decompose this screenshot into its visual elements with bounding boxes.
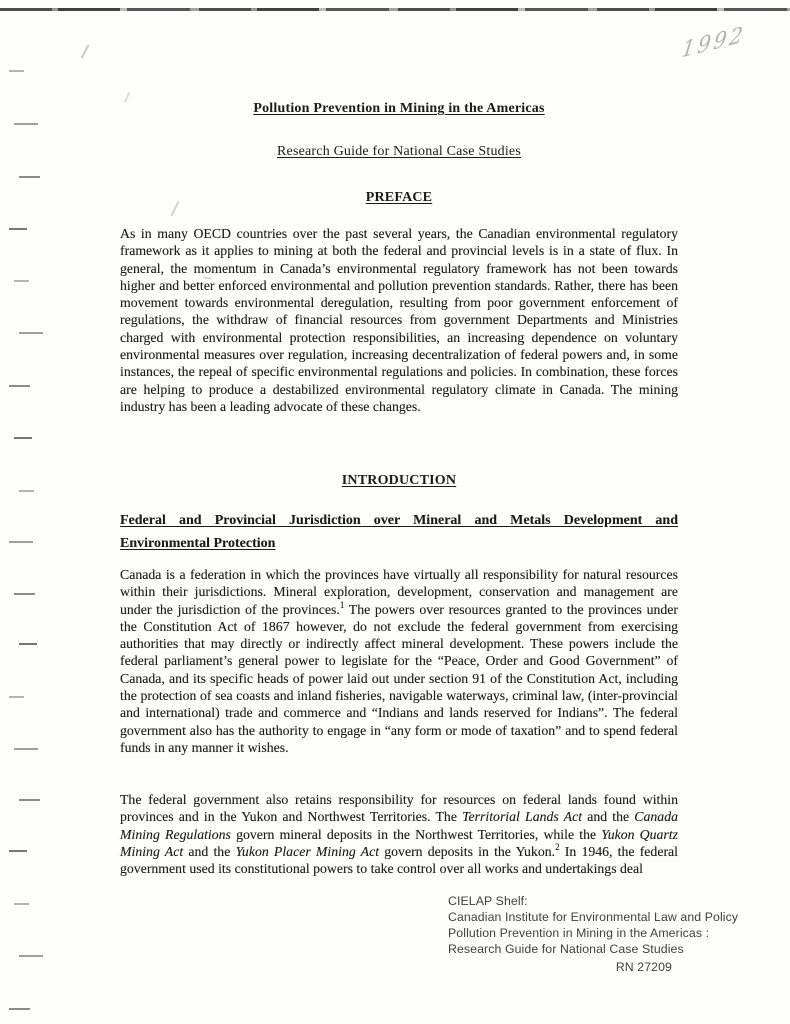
- paragraph-text: govern deposits in the Yukon.: [379, 843, 556, 859]
- document-title: Pollution Prevention in Mining in the Americas: [253, 101, 545, 116]
- introduction-heading: INTRODUCTION: [341, 473, 457, 488]
- margin-dash-mark: [19, 955, 43, 957]
- margin-dash-mark: [9, 1008, 30, 1010]
- act-title-italic: Territorial Lands Act: [462, 809, 583, 825]
- margin-dash-mark: [14, 123, 38, 125]
- margin-dash-mark: [19, 643, 37, 645]
- margin-dash-mark: [14, 903, 29, 905]
- margin-dash-mark: [19, 332, 43, 334]
- stamp-shelf-label: CIELAP Shelf:: [448, 894, 528, 908]
- paragraph-text: In 1946, the federal government used its constitutional powers to take control over all works and undertakings deal: [120, 843, 678, 877]
- margin-dash-mark: [19, 176, 40, 178]
- section-heading-line2: Environmental Protection: [120, 536, 276, 551]
- paragraph-text: The powers over resources granted to the provinces under the Constitution Act of 1867 however, do not exclude the federal government from exercising authorities that may directly or indirectly affect mineral development. These powers include the federal parliament’s general power to legislate for the “Peace, Order and Good Government” of Canada, and its specific heads of power laid out under section 91 of the Constitution Act, including the protection of sea coasts and inland fisheries, navigable waterways, criminal law, (inter-provincial and international) trade and commerce and “Indians and lands reserved for Indians”. The federal government also has the authority to engage in “any form or mode of taxation” and to spend federal funds in any manner it wishes.: [120, 601, 678, 755]
- stamp-title-line: Pollution Prevention in Mining in the Americas :: [448, 925, 710, 940]
- margin-dash-mark: [9, 696, 24, 698]
- section-heading: [120, 509, 678, 555]
- margin-dash-mark: [9, 70, 24, 72]
- margin-dash-mark: [19, 799, 40, 801]
- handwritten-year-note: 1992: [679, 21, 747, 63]
- paragraph-text: govern mineral deposits in the Northwest Territories, while the: [230, 826, 602, 842]
- stamp-subtitle-line: Research Guide for National Case Studies: [448, 941, 684, 956]
- margin-dash-mark: [14, 593, 35, 595]
- jurisdiction-paragraph: [120, 566, 678, 756]
- margin-dash-mark: [14, 748, 38, 750]
- stamp-institute-name: Canadian Institute for Environmental Law and Policy: [448, 909, 739, 924]
- paragraph-text: and the: [582, 809, 635, 825]
- preface-paragraph: As in many OECD countries over the past several years, the Canadian environmental regulatory framework as it applies to mining at both the federal and provincial levels is in a state of flux. In general, the momentum in Canada’s environmental regulatory framework has not been towards higher and better enforced environmental and pollution prevention standards. Rather, there has been movement towards environmental deregulation, resulting from poor government enforcement of regulations, the withdraw of financial resources from government Departments and Ministries charged with environmental protection responsibilities, an increasing dependence on voluntary environmental measures over regulation, increasing decentralization of federal powers and, in some instances, the repeal of specific environmental regulations and policies. In combination, these forces are helping to produce a destabilized environmental regulatory climate in Canada. The mining industry has been a leading advocate of these changes.: [120, 226, 678, 414]
- act-title-italic: Canada Mining Regulations: [120, 809, 678, 842]
- act-title-italic: Yukon Quartz Mining Act: [120, 826, 679, 859]
- footnote-marker-2: 2: [555, 841, 560, 852]
- margin-dash-mark: [9, 850, 27, 852]
- photocopy-edge-line: [0, 8, 790, 11]
- footnote-marker-1: 1: [339, 599, 345, 610]
- library-stamp: [448, 894, 750, 976]
- margin-dash-mark: [14, 280, 29, 282]
- margin-dash-mark: [9, 541, 33, 543]
- margin-dash-mark: [9, 385, 30, 387]
- paragraph-text: The federal government also retains responsibility for resources on federal lands found within provinces and in the Yukon and Northwest Territories. The: [120, 792, 678, 825]
- paragraph-text: and the: [183, 843, 236, 859]
- margin-dash-mark: [14, 437, 32, 439]
- margin-dash-mark: [9, 228, 27, 230]
- federal-lands-paragraph: [120, 791, 678, 877]
- document-subtitle: Research Guide for National Case Studies: [277, 144, 521, 159]
- margin-dash-mark: [19, 490, 34, 492]
- stamp-record-number: RN 27209: [615, 959, 672, 974]
- section-heading-line1: Federal and Provincial Jurisdiction over Mineral and Metals Development and: [120, 513, 678, 528]
- act-title-italic: Yukon Placer Mining Act: [235, 843, 380, 859]
- paragraph-text: Canada is a federation in which the provinces have virtually all responsibility for natural resources within their jurisdictions. Mineral exploration, development, conservation and management are under the jurisdiction of the provinces.: [120, 567, 678, 617]
- pencil-scratch-mark: [81, 44, 90, 58]
- preface-heading: PREFACE: [365, 190, 433, 205]
